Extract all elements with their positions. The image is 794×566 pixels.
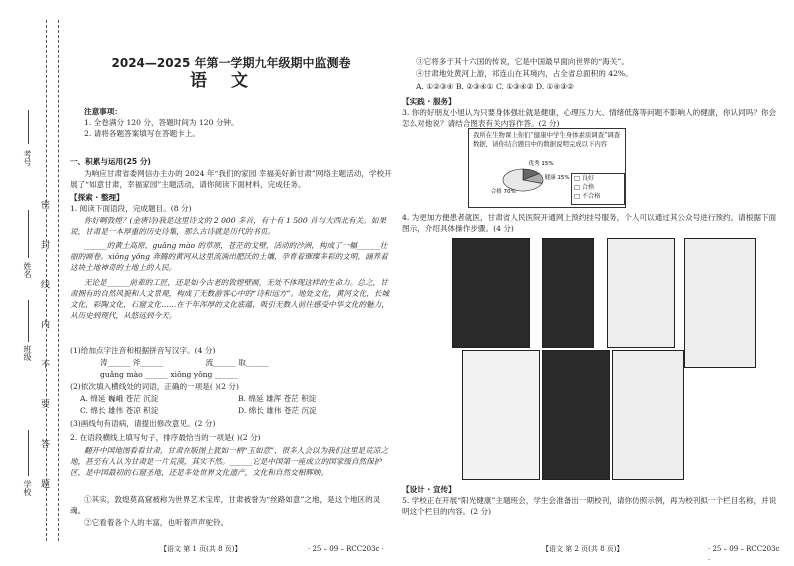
task-tag: 【探索 · 整理】 (70, 193, 124, 202)
health-chart (468, 128, 626, 208)
legend-item: □ 不合格 (574, 193, 601, 200)
option-a: A. 绵延 巍峨 苍茫 沉淀 (80, 394, 159, 403)
passage-p4: 翻开中国地图看看甘肃，甘肃在版图上犹如一柄“玉如意”，很多人会以为我们这里是荒凉之地，甚至有人认为甘肃是一片荒漠，其实不然。______它是中国第一座成立的国家级自然保护区，是中国最初的石窟圣地，还是多处世界文化遗产，文化和自然交相辉映。 (70, 446, 388, 477)
page-code: · 25 – 09 – RCC203c · (308, 545, 384, 553)
phone-screenshot-5 (542, 350, 610, 480)
binding-margin (0, 0, 68, 561)
sentence-2: ②它看着各个人的丰富，也听着声声驼铃。 (84, 518, 229, 527)
question-3: 3. 你的好朋友小旭认为只要身体强壮就是健康，心理压力大、情绪低落等问题不影响人的健康，你认同吗？你会怎么对他说？请结合图表有关内容作答。(2 分) (402, 108, 777, 128)
task-tag: 【实践 · 服务】 (402, 97, 456, 106)
phone-screenshot-3 (607, 238, 675, 348)
section-heading: 一、积累与运用(25 分) (70, 157, 151, 166)
subject-title: 语文 (190, 71, 272, 91)
question-4: 4. 为更加方便患者就医，甘肃省人民医院开通网上预约挂号服务，个人可以通过其公众号进行预约。请根据下面图示，介绍具体操作步骤。(4 分) (402, 213, 777, 233)
chart-caption: 我所在生物课上你们“健康中学生身体素质调查”调查数据，请你结合题目中的数据说明完成以下内容 (473, 131, 621, 148)
option-d: D. 绵长 雄伟 苍茫 沉淀 (238, 406, 317, 415)
sentence-4: ④甘肃地处黄河上游，祁连山在其境内，占全省总面积的 42%。 (416, 69, 633, 78)
kaohao-line (28, 110, 30, 144)
chart-legend (571, 173, 625, 205)
question-1: 1. 阅读下面语段，完成题目。(8 分) (70, 204, 192, 213)
page-code: · 25 – 09 – RCC203c · (708, 545, 780, 564)
legend-item: □ 良好 (574, 175, 595, 182)
phone-screenshot-2 (542, 238, 594, 348)
label-banji: 班级 (23, 345, 32, 361)
label-kaohao: 考号 (23, 150, 32, 166)
question-1-3: (3)画线句有语病，请提出修改意见。(2 分) (70, 419, 216, 428)
phone-screenshot-4 (462, 350, 540, 480)
pie-label: 优秀 15% (528, 161, 554, 168)
sentence-1: ①其实，敦煌莫高窟被称为世界艺术宝库，甘肃被誉为“丝路如意”之地，是这个地区的灵魂。 (70, 495, 381, 515)
passage-p2: ______的黄土高原，guǎng mào 的草原，苍茫的戈壁，活动的沙洲，构成了一幅______壮丽的画卷。xiōng yǒng 奔腾的黄河从这里流淌出肥沃的土壤，孕育着璀璨多彩的文明，涵养着这块土地神奇的土地上的人民。 (70, 241, 388, 272)
question-1-2: (2)依次填入横线处的词语，正确的一项是( )(2 分) (70, 382, 239, 391)
legend-item: □ 合格 (574, 184, 595, 191)
passage-p3: 无论是______前辈的工匠，还是如今古老的敦煌壁画，无处不体现这样的生命力。总之，甘肃拥有的自然风貌和人文景观，构成了无数游客心中的“诗和远方”。地处文化，黄河文化，长城文化，彩陶文化，石窟文化……在千年浑厚的文化底蕴，吸引无数人前往感受中华文化的魅力，从历史到现代，从悠远到今天。 (70, 278, 390, 320)
page-footer: 【语文 第 1 页(共 8 页)】 (160, 545, 242, 553)
options-row (80, 393, 402, 404)
phone-screenshot-7 (684, 238, 756, 368)
label-xuexiao: 学校 (23, 480, 32, 496)
notice-heading: 注意事项： (84, 107, 122, 116)
pinyin-row: guǎng mào ______ xiōng yǒng ______ (100, 370, 238, 379)
order-options: A. ①②③④ B. ②③④① C. ①③④② D. ①④③② (416, 82, 574, 91)
option-c: C. 绵长 雄伟 苍凉 积淀 (80, 406, 159, 415)
xingming-line (28, 210, 30, 258)
sentence-3: ③它将多于其十六国的传说，它是中国最早面向世界的“海关”。 (416, 57, 629, 66)
pie-label: 健康 15% (544, 175, 570, 182)
pinyin-item: 涛______ 斧______ (100, 358, 164, 367)
seal-text: 密 封 线 内 不 要 答 题 (39, 200, 49, 503)
option-b: B. 绵延 雄浑 苍茫 积淀 (238, 394, 317, 403)
pie-label: 合格 70% (490, 189, 516, 196)
page-footer: 【语文 第 2 页(共 8 页)】 (542, 545, 624, 553)
question-2: 2. 在语段横线上填写句子，排序最恰当的一项是( )(2 分) (70, 433, 261, 442)
notice-block (84, 106, 384, 139)
label-xingming: 姓名 (23, 262, 32, 278)
pinyin-item: 流______ 取______ (205, 358, 269, 367)
notice-item: 1. 全卷满分 120 分，答题时间为 120 分钟。 (84, 118, 239, 127)
question-5: 5. 学校正在开展“阳光健康”主题班会，学生会准备出一期校刊，请你仿照示例，再为校刊拟一个栏目名称，并说明这个栏目的内容。(2 分) (402, 496, 777, 516)
phone-screenshot-1 (452, 238, 530, 348)
intro-paragraph: 为响应甘肃省委网信办主办的 2024 年“我们的家园 幸福美好新甘肃”网络主题活动，学校开展了“如意甘肃，幸福家园”主题活动，请你阅读下面材料，完成任务。 (70, 169, 392, 189)
right-column (402, 0, 782, 564)
binding-line (58, 20, 59, 541)
passage-p1: 你好啊敦煌？(金唐诗)我是这里诗文的 2 000 多首，有十有 1 500 首与大西北有关。如果说，甘肃是一本厚重的历史诗集，那么古诗就是历代的书页。 (70, 216, 387, 236)
question-1-1: (1)给加点字注音和根据拼音写汉字。(4 分) (70, 346, 216, 355)
exam-title: 2024—2025 年第一学期九年级期中监测卷 (111, 56, 351, 70)
pinyin-row (100, 357, 422, 368)
xuexiao-line (28, 430, 30, 476)
task-tag: 【设计 · 宣传】 (402, 485, 456, 494)
phone-screenshot-6 (612, 350, 684, 480)
banji-line (28, 300, 30, 342)
notice-item: 2. 请将各题答案填写在答题卡上。 (84, 129, 200, 138)
options-row (80, 405, 402, 416)
pie-chart (473, 155, 573, 205)
left-column (70, 0, 392, 561)
